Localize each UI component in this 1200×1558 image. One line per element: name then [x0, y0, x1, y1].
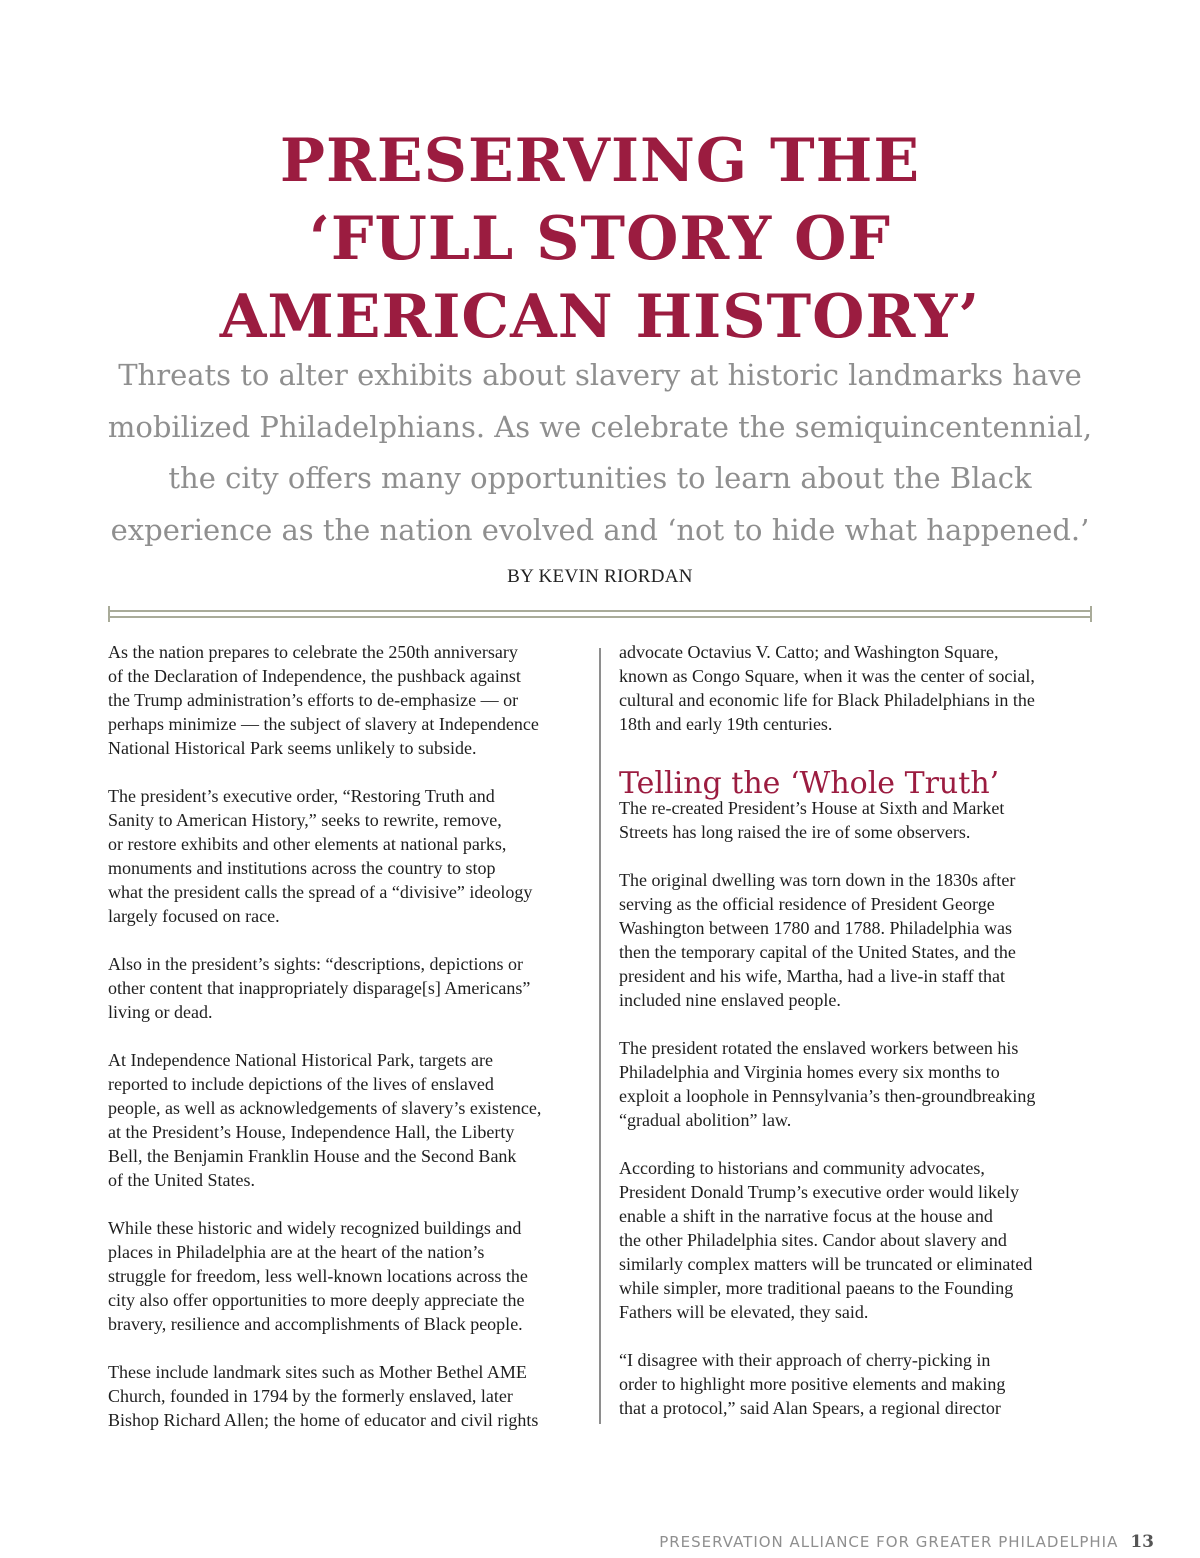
paragraph — [108, 784, 586, 928]
paragraph-gap — [619, 1324, 1089, 1348]
text-line: Also in the president’s sights: “descriptions, depictions or — [108, 954, 523, 974]
headline — [0, 122, 1200, 356]
text-line: The re-created President’s House at Sixth and Market — [619, 798, 1005, 818]
text-line: similarly complex matters will be truncated or eliminated — [619, 1254, 1033, 1274]
paragraph — [108, 1048, 586, 1192]
text-line: largely focused on race. — [108, 906, 280, 926]
paragraph-gap — [619, 1012, 1089, 1036]
text-line: order to highlight more positive elements and making — [619, 1374, 1006, 1394]
text-line: Philadelphia and Virginia homes every six months to — [619, 1062, 1000, 1082]
paragraph-gap — [619, 736, 1089, 760]
text-line: people, as well as acknowledgements of slavery’s existence, — [108, 1098, 542, 1118]
page-footer — [659, 1532, 1154, 1552]
paragraph — [108, 952, 586, 1024]
text-line: the Trump administration’s efforts to de-emphasize — or — [108, 690, 519, 710]
text-line: perhaps minimize — the subject of slavery at Independence — [108, 714, 539, 734]
paragraph — [619, 868, 1089, 1012]
rule-cap-left — [108, 606, 110, 622]
headline-line: ‘FULL STORY OF — [309, 204, 891, 274]
text-line: living or dead. — [108, 1002, 213, 1022]
text-line: included nine enslaved people. — [619, 990, 841, 1010]
dek-line: the city offers many opportunities to learn about the Black — [168, 461, 1032, 495]
text-line: Streets has long raised the ire of some observers. — [619, 822, 971, 842]
text-line: monuments and institutions across the country to stop — [108, 858, 496, 878]
paragraph-gap — [619, 1132, 1089, 1156]
page-number: 13 — [1130, 1532, 1154, 1552]
text-line: National Historical Park seems unlikely to subside. — [108, 738, 477, 758]
rule-line-bottom — [108, 616, 1092, 618]
text-line: Church, founded in 1794 by the formerly enslaved, later — [108, 1386, 513, 1406]
paragraph — [619, 1156, 1089, 1324]
text-line: cultural and economic life for Black Philadelphians in the — [619, 690, 1035, 710]
text-line: then the temporary capital of the United States, and the — [619, 942, 1016, 962]
text-line: known as Congo Square, when it was the center of social, — [619, 666, 1035, 686]
text-line: “gradual abolition” law. — [619, 1110, 792, 1130]
text-line: While these historic and widely recognized buildings and — [108, 1218, 522, 1238]
text-line: The original dwelling was torn down in the 1830s after — [619, 870, 1016, 890]
paragraph-gap — [108, 928, 586, 952]
dek — [0, 350, 1200, 556]
text-line: Bishop Richard Allen; the home of educator and civil rights — [108, 1410, 539, 1430]
section-subhead: Telling the ‘Whole Truth’ — [619, 766, 1000, 801]
paragraph-gap — [108, 1192, 586, 1216]
text-line: what the president calls the spread of a “divisive” ideology — [108, 882, 533, 902]
text-line: other content that inappropriately disparage[s] Americans” — [108, 978, 531, 998]
text-line: city also offer opportunities to more deeply appreciate the — [108, 1290, 525, 1310]
text-line: According to historians and community advocates, — [619, 1158, 985, 1178]
text-line: At Independence National Historical Park, targets are — [108, 1050, 494, 1070]
text-line: exploit a loophole in Pennsylvania’s then-groundbreaking — [619, 1086, 1036, 1106]
text-line: 18th and early 19th centuries. — [619, 714, 833, 734]
paragraph-gap — [108, 760, 586, 784]
paragraph-gap — [619, 844, 1089, 868]
text-line: that a protocol,” said Alan Spears, a regional director — [619, 1398, 1001, 1418]
dek-line: experience as the nation evolved and ‘not to hide what happened.’ — [110, 512, 1090, 547]
text-line: of the United States. — [108, 1170, 255, 1190]
text-line: places in Philadelphia are at the heart of the nation’s — [108, 1242, 485, 1262]
text-line: at the President’s House, Independence Hall, the Liberty — [108, 1122, 515, 1142]
text-line: while simpler, more traditional paeans to the Founding — [619, 1278, 1014, 1298]
text-line: struggle for freedom, less well-known locations across the — [108, 1266, 528, 1286]
section-rule — [108, 606, 1092, 622]
text-line: or restore exhibits and other elements at national parks, — [108, 834, 507, 854]
headline-line: AMERICAN HISTORY’ — [219, 282, 981, 352]
text-line: president and his wife, Martha, had a live-in staff that — [619, 966, 1006, 986]
left-column — [108, 640, 586, 1432]
paragraph — [619, 796, 1089, 844]
rule-line-top — [108, 610, 1092, 612]
paragraph-gap — [108, 1336, 586, 1360]
paragraph — [619, 1036, 1089, 1132]
paragraph — [108, 1216, 586, 1336]
text-line: The president rotated the enslaved workers between his — [619, 1038, 1019, 1058]
text-line: “I disagree with their approach of cherry-picking in — [619, 1350, 991, 1370]
paragraph-gap — [108, 1024, 586, 1048]
rule-cap-right — [1090, 606, 1092, 622]
column-divider — [599, 648, 601, 1424]
paragraph — [108, 1360, 586, 1432]
headline-line: PRESERVING THE — [279, 126, 921, 196]
publication-name: PRESERVATION ALLIANCE FOR GREATER PHILADELPHIA — [659, 1533, 1119, 1551]
right-column — [619, 640, 1089, 1420]
text-line: Sanity to American History,” seeks to rewrite, remove, — [108, 810, 502, 830]
text-line: enable a shift in the narrative focus at the house and — [619, 1206, 993, 1226]
text-line: the other Philadelphia sites. Candor about slavery and — [619, 1230, 1007, 1250]
text-line: Washington between 1780 and 1788. Philadelphia was — [619, 918, 1012, 938]
text-line: bravery, resilience and accomplishments of Black people. — [108, 1314, 523, 1334]
text-line: Fathers will be elevated, they said. — [619, 1302, 869, 1322]
text-line: The president’s executive order, “Restoring Truth and — [108, 786, 495, 806]
dek-line: mobilized Philadelphians. As we celebrate the semiquincentennial, — [107, 409, 1093, 444]
byline: BY KEVIN RIORDAN — [507, 566, 693, 587]
text-line: Bell, the Benjamin Franklin House and the Second Bank — [108, 1146, 517, 1166]
text-line: advocate Octavius V. Catto; and Washington Square, — [619, 642, 999, 662]
paragraph — [619, 1348, 1089, 1420]
paragraph — [108, 640, 586, 760]
text-line: serving as the official residence of President George — [619, 894, 995, 914]
text-line: reported to include depictions of the lives of enslaved — [108, 1074, 494, 1094]
text-line: of the Declaration of Independence, the pushback against — [108, 666, 521, 686]
text-line: These include landmark sites such as Mother Bethel AME — [108, 1362, 527, 1382]
dek-line: Threats to alter exhibits about slavery at historic landmarks have — [118, 358, 1082, 392]
text-line: As the nation prepares to celebrate the 250th anniversary — [108, 642, 518, 662]
paragraph — [619, 640, 1089, 736]
text-line: President Donald Trump’s executive order would likely — [619, 1182, 1019, 1202]
